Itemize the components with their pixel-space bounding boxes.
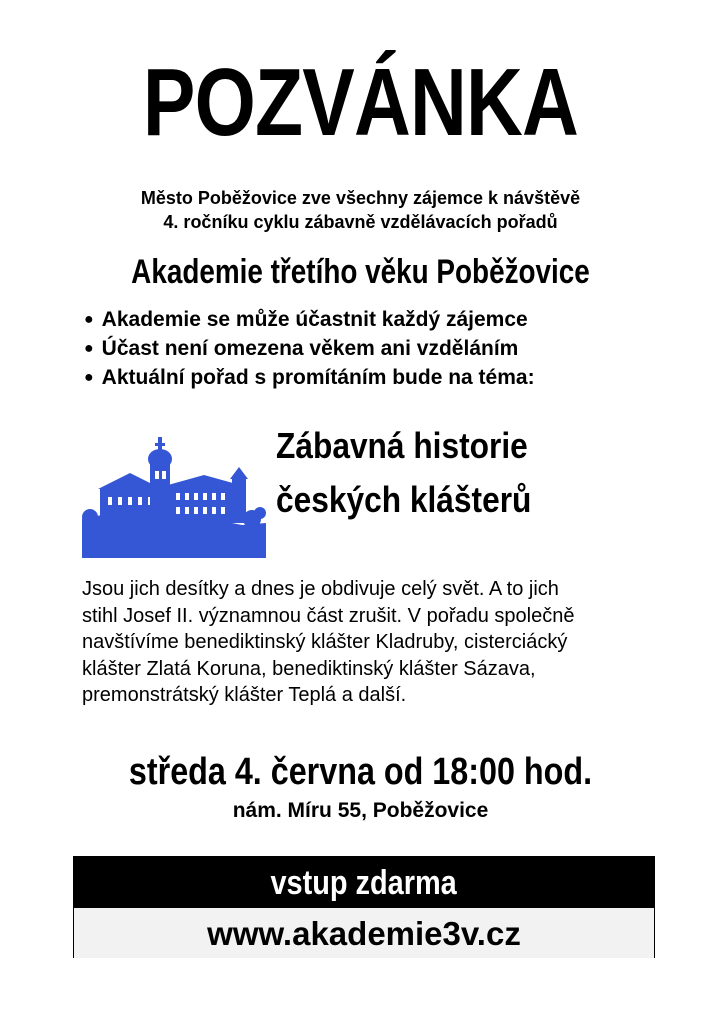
description: [82, 576, 662, 709]
bullet-list: [84, 306, 535, 393]
entry-text: vstup zdarma: [270, 864, 458, 902]
topic-title-line-2: českých klášterů: [276, 479, 532, 520]
bullet-item: ● Akademie se může účastnit každý zájemce: [84, 306, 535, 335]
bullet-item: ● Účast není omezena věkem ani vzděláním: [84, 335, 535, 364]
description-line: stihl Josef II. významnou část zrušit. V pořadu společně: [82, 604, 575, 627]
intro-line-1: Město Poběžovice zve všechny zájemce k návštěvě: [140, 188, 581, 208]
event-place: nám. Míru 55, Poběžovice: [232, 799, 489, 822]
footer-box: [73, 856, 655, 958]
bullet-item: ● Aktuální pořad s promítáním bude na téma:: [84, 364, 535, 393]
topic-title-line-1: Zábavná historie: [276, 425, 528, 466]
event-series-title: Akademie třetího věku Poběžovice: [131, 253, 590, 291]
intro-line-2: 4. ročníku cyklu zábavně vzdělávacích pořadů: [163, 212, 558, 232]
monastery-illustration: [82, 419, 266, 558]
website-url[interactable]: www.akademie3v.cz: [74, 907, 654, 958]
event-date: středa 4. června od 18:00 hod.: [128, 751, 593, 793]
page-title: POZVÁNKA: [142, 49, 579, 156]
entry-banner: [74, 857, 654, 907]
description-line: klášter Zlatá Koruna, benediktinský klášter Sázava,: [82, 657, 536, 680]
description-line: Jsou jich desítky a dnes je obdivuje celý svět. A to jich: [82, 578, 559, 600]
description-line: navštívíme benediktinský klášter Kladruby, cisterciácký: [82, 631, 568, 653]
description-line: premonstrátský klášter Teplá a další.: [82, 684, 407, 706]
